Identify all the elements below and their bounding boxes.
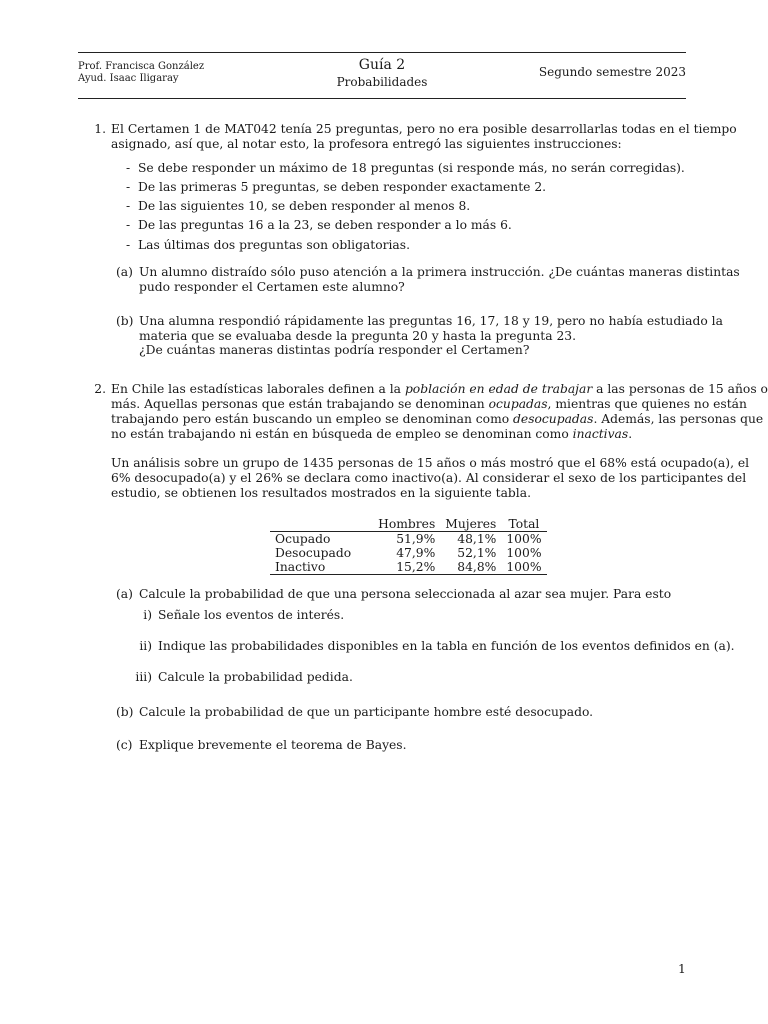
table-header-cell: Hombres [373,517,440,532]
table-cell: 48,1% [457,532,497,546]
question-2-paragraph-1-line-1: En Chile las estadísticas laborales definen a la población en edad de trabajar a las personas de 15 años o [111,382,768,396]
header-top-rule [78,52,686,53]
question-1-intro-line-1: El Certamen 1 de MAT042 tenía 25 preguntas, pero no era posible desarrollarlas todas en el tiempo [111,122,737,136]
question-1a-line-2: pudo responder el Certamen este alumno? [139,280,405,294]
question-2-paragraph-1-line-3: trabajando pero están buscando un empleo se denominan como desocupadas. Además, las personas que [111,412,764,426]
instruction-item: - De las siguientes 10, se deben responder al menos 8. [126,199,471,213]
header-bottom-rule [78,98,686,99]
table-cell: 15,2% [396,560,436,574]
question-2-paragraph-2-line-1: Un análisis sobre un grupo de 1435 personas de 15 años o más mostró que el 68% está ocupado(a), el [111,456,750,470]
question-1a-line-1: Un alumno distraído sólo puso atención a la primera instrucción. ¿De cuántas maneras distintas [139,265,740,279]
instruction-item: - Las últimas dos preguntas son obligatorias. [126,238,410,252]
table-header-cell: Mujeres [440,517,501,532]
question-1-intro-line-2: asignado, así que, al notar esto, la profesora entregó las siguientes instrucciones: [111,137,622,151]
question-2-paragraph-2-line-2: 6% desocupado(a) y el 26% se declara como inactivo(a). Al considerar el sexo de los participantes del [111,471,747,485]
document-subtitle: Probabilidades [336,75,428,89]
table-cell: 47,9% [396,546,436,560]
professor-name: Prof. Francisca González [78,61,205,72]
table-cell: 52,1% [457,546,497,560]
assistant-name: Ayud. Isaac Iligaray [78,73,179,84]
table-cell: 100% [506,532,542,546]
table-row [270,546,547,560]
table-header-cell [270,517,373,532]
table-row [270,532,547,547]
sub-item: i) Señale los eventos de interés. [143,608,345,622]
question-1a-label: (a) [116,265,133,279]
page-number: 1 [678,962,686,976]
instruction-item: - De las primeras 5 preguntas, se deben responder exactamente 2. [126,180,547,194]
question-2b-text: Calcule la probabilidad de que un participante hombre esté desocupado. [139,705,594,719]
table-row [270,560,547,575]
question-2a-text: Calcule la probabilidad de que una persona seleccionada al azar sea mujer. Para esto [139,587,672,601]
question-2-paragraph-2-line-3: estudio, se obtienen los resultados mostrados en la siguiente tabla. [111,486,531,500]
question-1b-line-1: Una alumna respondió rápidamente las preguntas 16, 17, 18 y 19, pero no había estudiado la [139,314,723,328]
question-2-paragraph-1-line-4: no están trabajando ni están en búsqueda de empleo se denominan como inactivas. [111,427,633,441]
semester-label: Segundo semestre 2023 [538,65,686,79]
document-title: Guía 2 [358,57,406,73]
table-cell: Inactivo [275,560,326,574]
table-cell: 84,8% [457,560,497,574]
question-2-paragraph-1-line-2: más. Aquellas personas que están trabajando se denominan ocupadas, mientras que quienes no están [111,397,747,411]
table-cell: 100% [506,560,542,574]
question-1-number: 1. [94,122,106,136]
table-cell: 51,9% [396,532,436,546]
sub-item: iii) Calcule la probabilidad pedida. [135,670,353,684]
question-2c-label: (c) [116,738,133,752]
instruction-item: - Se debe responder un máximo de 18 preguntas (si responde más, no serán corregidas). [126,161,685,175]
question-1b-line-2: materia que se evaluaba desde la pregunta 20 y hasta la pregunta 23. [139,329,577,343]
question-2a-label: (a) [116,587,133,601]
table-cell: 100% [506,546,542,560]
question-2c-text: Explique brevemente el teorema de Bayes. [139,738,407,752]
table-header-cell: Total [501,517,546,532]
question-1b-line-3: ¿De cuántas maneras distintas podría responder el Certamen? [139,343,530,357]
question-1b-label: (b) [116,314,134,328]
employment-table [270,517,547,575]
instruction-item: - De las preguntas 16 a la 23, se deben responder a lo más 6. [126,218,512,232]
table-cell: Ocupado [275,532,331,546]
table-cell: Desocupado [275,546,352,560]
sub-item: ii) Indique las probabilidades disponibles en la tabla en función de los eventos definidos en (a). [139,639,735,653]
question-2-number: 2. [94,382,106,396]
table-header-row [270,517,547,532]
question-2b-label: (b) [116,705,134,719]
